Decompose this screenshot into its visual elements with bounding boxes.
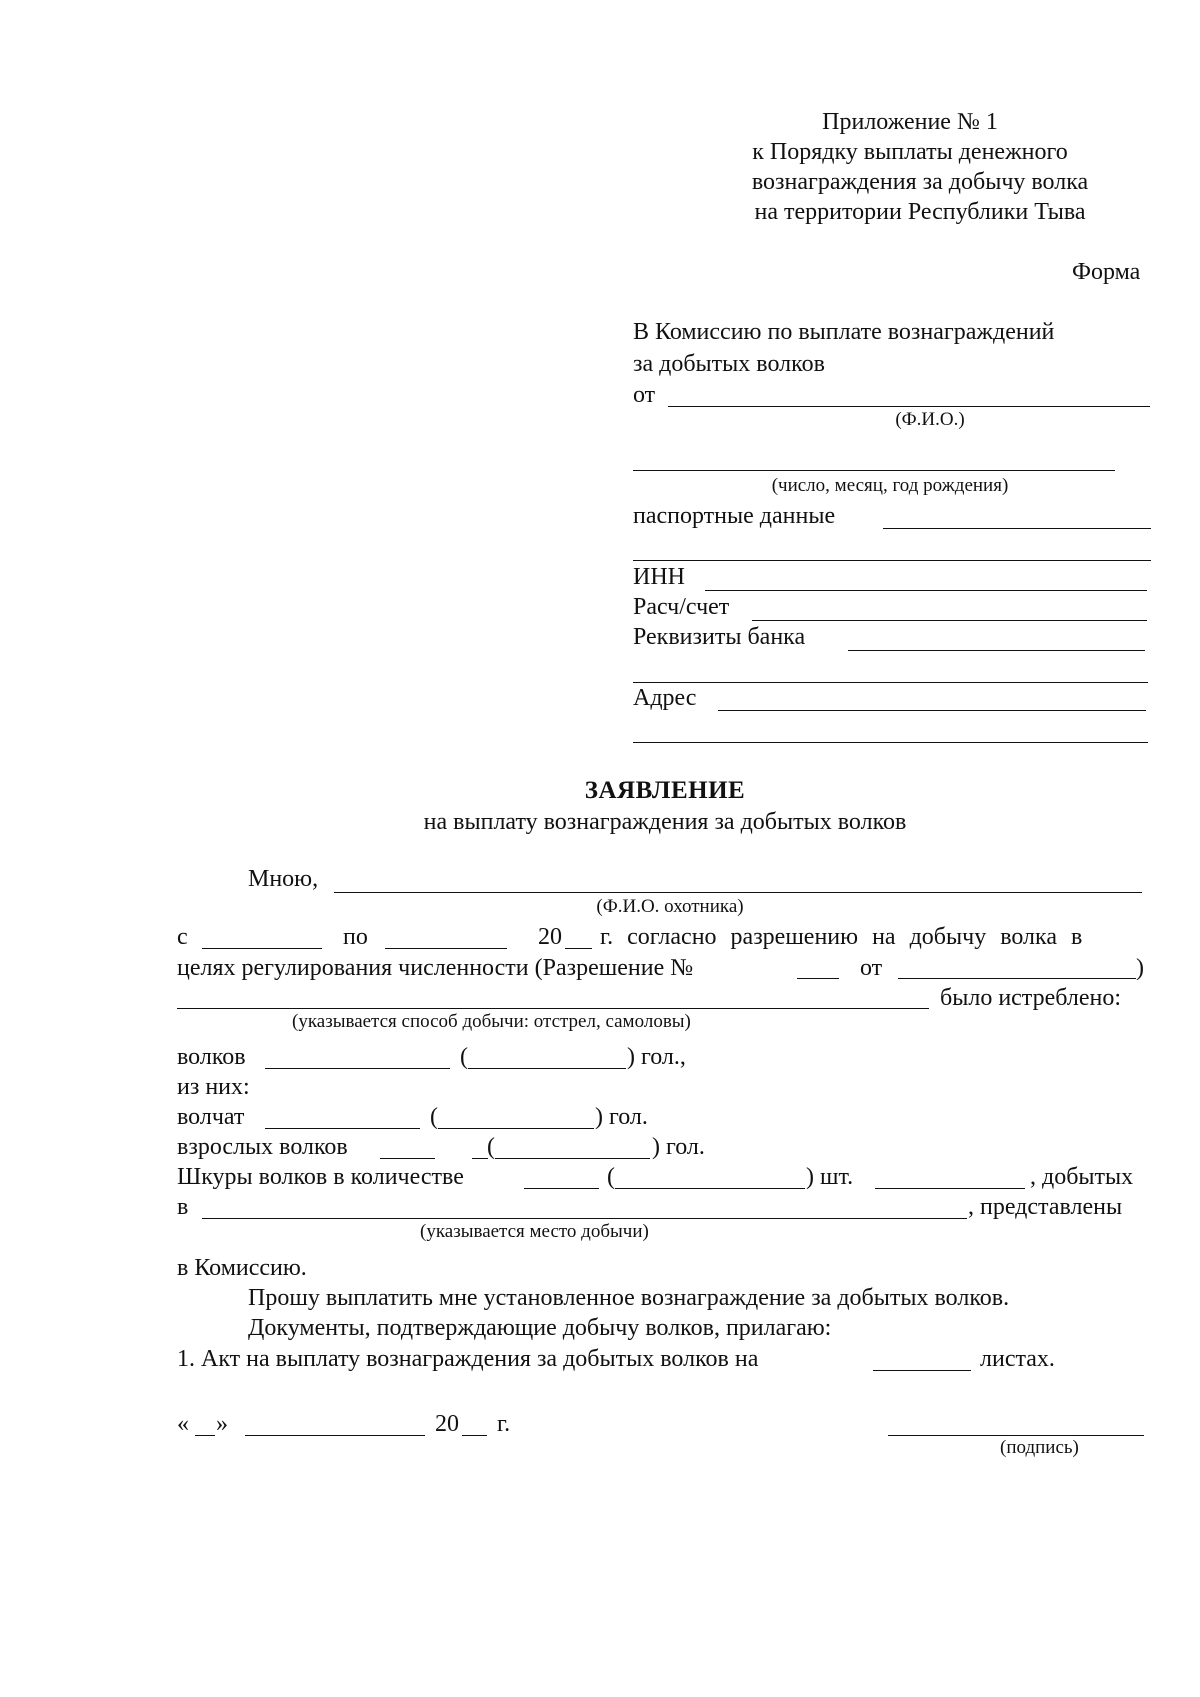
signature-caption: (подпись) — [1000, 1437, 1079, 1458]
passport-field-line[interactable] — [883, 528, 1151, 529]
permit-text — [600, 925, 1160, 949]
permit-text-row — [600, 925, 1160, 949]
bank-field-line-2[interactable] — [633, 682, 1148, 683]
cubs-gol: ) гол. — [595, 1104, 648, 1130]
adults-count-words-line[interactable] — [495, 1158, 650, 1159]
wolves-open-paren: ( — [460, 1044, 468, 1070]
cubs-count-line[interactable] — [265, 1128, 420, 1129]
wolves-label: волков — [177, 1044, 246, 1070]
adults-open-paren: ( — [487, 1134, 495, 1160]
date-quote-open: « — [177, 1411, 189, 1437]
adults-label: взрослых волков — [177, 1134, 348, 1160]
passport-field-line-2[interactable] — [633, 560, 1151, 561]
docs-text: Документы, подтверждающие добычу волков, прилагаю: — [248, 1315, 832, 1341]
skins-open-paren: ( — [607, 1164, 615, 1190]
passport-label: паспортные данные — [633, 503, 836, 529]
wolves-count-line[interactable] — [265, 1068, 450, 1069]
sheets-count-line[interactable] — [873, 1370, 971, 1371]
item1-text-a: 1. Акт на выплату вознаграждения за добытых волков на — [177, 1346, 759, 1372]
date-from-line[interactable] — [202, 948, 322, 949]
fio-field-line[interactable] — [668, 406, 1150, 407]
skins-extra-line[interactable] — [875, 1188, 1025, 1189]
addressee-line1: В Комиссию по выплате вознаграждений — [633, 319, 1055, 345]
from-label: от — [633, 382, 656, 408]
address-field-line-2[interactable] — [633, 742, 1148, 743]
bank-field-line[interactable] — [848, 650, 1145, 651]
hunter-caption: (Ф.И.О. охотника) — [596, 896, 744, 917]
permit-date-line[interactable] — [898, 978, 1136, 979]
date-year-prefix: 20 — [435, 1411, 459, 1437]
year-prefix: 20 — [538, 924, 562, 950]
appendix-line1: Приложение № 1 — [822, 109, 998, 135]
presented-label: , представлены — [968, 1194, 1123, 1220]
skins-sht: ) шт. — [806, 1164, 854, 1190]
date-to-line[interactable] — [385, 948, 507, 949]
destroyed-label: было истреблено: — [940, 985, 1121, 1011]
cubs-count-words-line[interactable] — [438, 1128, 594, 1129]
item1-text-b: листах. — [980, 1346, 1055, 1372]
address-field-line[interactable] — [718, 710, 1146, 711]
permit-ot-label: от — [860, 955, 883, 981]
permit-text-content: г. согласно разрешению на добычу волка в — [600, 924, 1083, 950]
bank-label: Реквизиты банка — [633, 624, 806, 650]
appendix-line4: на территории Республики Тыва — [754, 199, 1086, 225]
c-label: с — [177, 924, 188, 950]
caught-label: , добытых — [1030, 1164, 1134, 1190]
appendix-line2: к Порядку выплаты денежного — [752, 139, 1068, 165]
signature-line[interactable] — [888, 1435, 1144, 1436]
wolves-count-words-line[interactable] — [468, 1068, 626, 1069]
adults-gol: ) гол. — [652, 1134, 705, 1160]
document-title: ЗАЯВЛЕНИЕ — [584, 777, 746, 804]
address-label: Адрес — [633, 685, 697, 711]
v-label: в — [177, 1194, 189, 1220]
inn-field-line[interactable] — [705, 590, 1147, 591]
document-subtitle: на выплату вознаграждения за добытых волков — [423, 809, 907, 835]
cubs-label: волчат — [177, 1104, 245, 1130]
date-day-line[interactable] — [195, 1435, 215, 1436]
cubs-open-paren: ( — [430, 1104, 438, 1130]
date-month-line[interactable] — [245, 1435, 425, 1436]
permit-close-paren: ) — [1136, 955, 1144, 981]
place-caption: (указывается место добычи) — [420, 1221, 649, 1242]
inn-label: ИНН — [633, 564, 685, 590]
wolves-gol: ) гол., — [627, 1044, 686, 1070]
dob-field-line[interactable] — [633, 470, 1115, 471]
po-label: по — [343, 924, 368, 950]
form-label: Форма — [1072, 259, 1141, 285]
place-field-line[interactable] — [202, 1218, 967, 1219]
account-field-line[interactable] — [752, 620, 1147, 621]
dob-caption: (число, месяц, год рождения) — [771, 475, 1009, 496]
adults-count-line[interactable] — [380, 1158, 435, 1159]
method-caption: (указывается способ добычи: отстрел, самоловы) — [292, 1011, 691, 1032]
fio-caption: (Ф.И.О.) — [895, 409, 965, 430]
to-commission: в Комиссию. — [177, 1255, 307, 1281]
adults-gap-line[interactable] — [472, 1158, 488, 1159]
mnoyu-label: Мною, — [248, 866, 319, 892]
request-text: Прошу выплатить мне установленное вознаграждение за добытых волков. — [248, 1285, 1010, 1311]
skins-count-words-line[interactable] — [615, 1188, 805, 1189]
permit-number-line[interactable] — [797, 978, 839, 979]
addressee-line2: за добытых волков — [633, 351, 825, 377]
skins-count-line[interactable] — [524, 1188, 599, 1189]
skins-label: Шкуры волков в количестве — [177, 1164, 464, 1190]
method-field-line[interactable] — [177, 1008, 929, 1009]
of-them-label: из них: — [177, 1074, 250, 1100]
appendix-line3: вознаграждения за добычу волка — [751, 169, 1089, 195]
date-quote-close: » — [216, 1411, 228, 1437]
hunter-fio-line[interactable] — [334, 892, 1142, 893]
account-label: Расч/счет — [633, 594, 730, 620]
date-year-line[interactable] — [462, 1435, 487, 1436]
permit-line2-text: целях регулирования численности (Разрешение № — [177, 955, 694, 981]
year-field-line[interactable] — [565, 948, 592, 949]
date-year-suffix: г. — [497, 1411, 511, 1437]
